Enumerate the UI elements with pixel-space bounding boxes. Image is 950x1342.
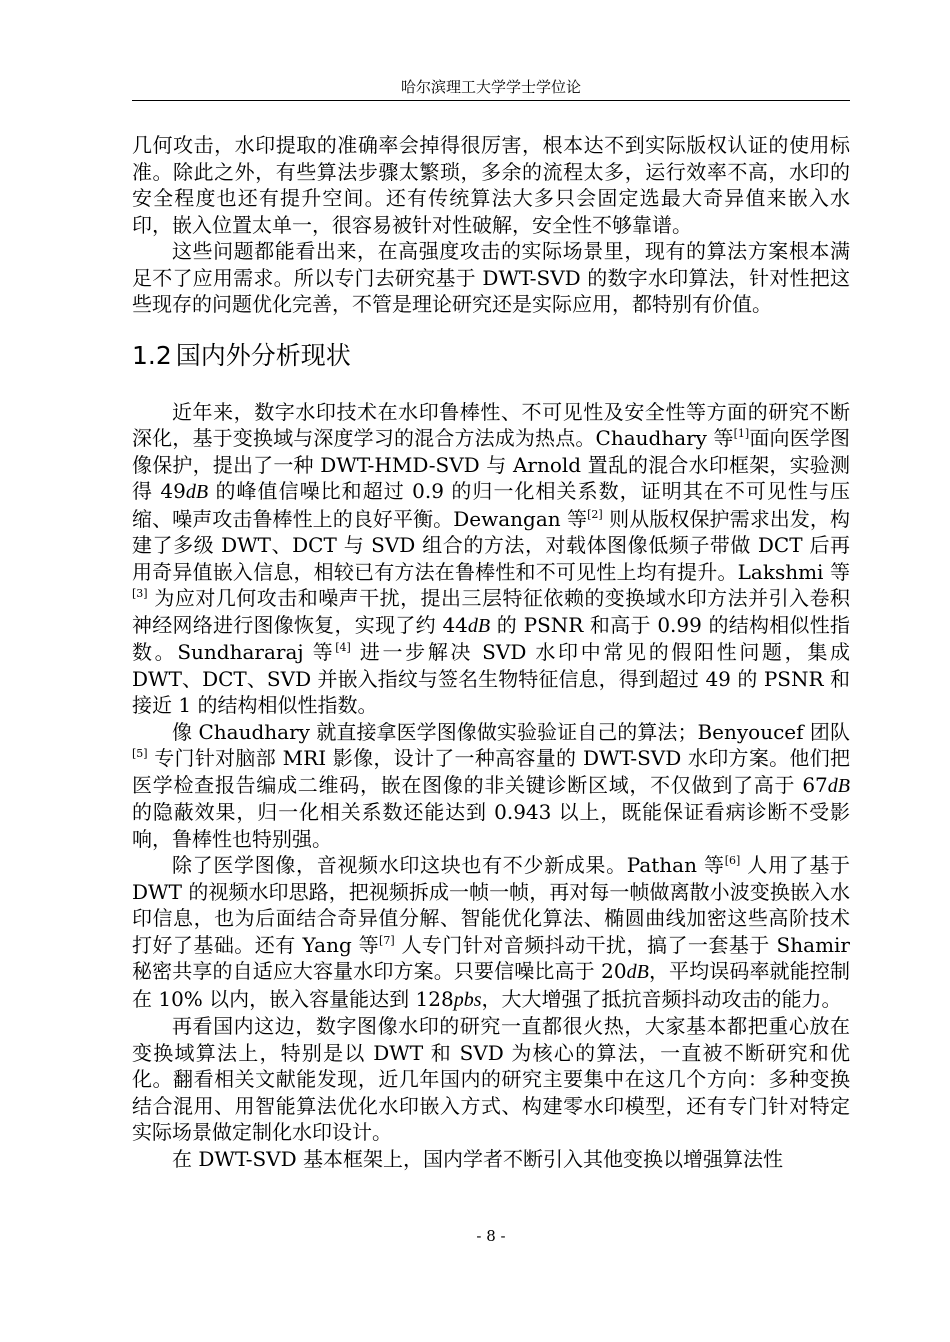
paragraph-2: 这些问题都能看出来，在高强度攻击的实际场景里，现有的算法方案根本满足不了应用需求。所以专门去研究基于 DWT-SVD 的数字水印算法，针对性把这些现存的问题优化完善，不管是理论研究还是实际应用，都特别有价值。 [132, 239, 850, 316]
citation-ref: [1] [733, 427, 750, 440]
paragraph-4 [132, 719, 850, 853]
header-rule [132, 100, 850, 101]
unit: dB [467, 614, 491, 637]
text-run: 除了医学图像，音视频水印这块也有不少新成果。Pathan 等 [172, 853, 725, 877]
running-header: 哈尔滨理工大学学士学位论 [400, 78, 581, 96]
section-title: 国内外分析现状 [175, 340, 351, 370]
paragraph-3 [132, 399, 850, 719]
text-run: 面向医学图像保护，提出了一种 DWT-HMD-SVD 与 Arnold 置乱的混合水印框架，实验测得 49 [132, 426, 850, 503]
text-run: 进一步解决 SVD 水印中常见的假阳性问题，集成 DWT、DCT、SVD 并嵌入指纹与签名生物特征信息，得到超过 49 的 PSNR 和接近 1 的结构相似性指数。 [132, 640, 850, 717]
text-run: 为应对几何攻击和噪声干扰，提出三层特征依赖的变换域水印方法并引入卷积神经网络进行图像恢复，实现了约 44 [132, 586, 850, 637]
text-run: ，平均误码率就能控制在 10% 以内，嵌入容量能达到 128 [132, 959, 850, 1011]
paragraph-7: 在 DWT-SVD 基本框架上，国内学者不断引入其他变换以增强算法性 [172, 1146, 784, 1171]
section-number: 1.2 [132, 340, 172, 370]
citation-ref: [2] [587, 507, 603, 521]
section-heading [132, 340, 850, 372]
page-number: - 8 - [476, 1227, 506, 1245]
citation-ref: [3] [132, 587, 148, 600]
text-run: 人用了基于 DWT 的视频水印思路，把视频拆成一帧一帧，再对每一帧做离散小波变换嵌入水印信息，也为后面结合奇异值分解、智能优化算法、椭圆曲线加密这些高阶技术打好了基础。还有 Yang 等 [132, 853, 850, 957]
text-run: ，大大增强了抵抗音频抖动攻击的能力。 [481, 986, 842, 1011]
text-run: 则从版权保护需求出发，构建了多级 DWT、DCT 与 SVD 组合的方法，对载体图像低频子带做 DCT 后再用奇异值嵌入信息，相较已有方法在鲁棒性和不可见性上均有提升。Lakshmi 等 [132, 506, 851, 584]
unit: dB [626, 961, 649, 983]
paragraph-1: 几何攻击，水印提取的准确率会掉得很厉害，根本达不到实际版权认证的使用标准。除此之外，有些算法步骤太繁琐，多余的流程太多，运行效率不高，水印的安全程度也还有提升空间。还有传统算法大多只会固定选最大奇异值来嵌入水印，嵌入位置太单一，很容易被针对性破解，安全性不够靠谱。 [132, 133, 850, 237]
text-run: 人专门针对音频抖动干扰，搞了一套基于 Shamir 秘密共享的自适应大容量水印方案。只要信噪比高于 20 [132, 932, 850, 983]
citation-ref: [7] [379, 933, 395, 947]
text-run: 的 PSNR 和高于 0.99 的结构相似性指数。Sundhararaj 等 [132, 612, 850, 664]
unit: dB [185, 481, 209, 503]
citation-ref: [4] [335, 641, 351, 654]
text-run: 的峰值信噪比和超过 0.9 的归一化相关系数，证明其在不可见性与压缩、噪声攻击鲁棒性上的良好平衡。Dewangan 等 [132, 479, 850, 531]
unit: pbs [453, 988, 482, 1011]
citation-ref: [6] [724, 854, 741, 867]
citation-ref: [5] [132, 747, 148, 760]
document-body [132, 132, 850, 1172]
paragraph-6: 再看国内这边，数字图像水印的研究一直都很火热，大家基本都把重心放在变换域算法上，特别是以 DWT 和 SVD 为核心的算法，一直被不断研究和优化。翻看相关文献能发现，近几年国内的研究主要集中在这几个方向：多种变换结合混用、用智能算法优化水印嵌入方式、构建零水印模型，还有专门针对特定实际场景做定制化水印设计。 [132, 1014, 850, 1144]
text-run: 专门针对脑部 MRI 影像，设计了一种高容量的 DWT-SVD 水印方案。他们把医学检查报告编成二维码，嵌在图像的非关键诊断区域，不仅做到了高于 67 [132, 746, 850, 797]
unit: dB [827, 774, 850, 797]
text-run: 近年来，数字水印技术在水印鲁棒性、不可见性及安全性等方面的研究不断深化，基于变换域与深度学习的混合方法成为热点。Chaudhary 等 [132, 399, 850, 450]
text-run: 像 Chaudhary 就直接拿医学图像做实验验证自己的算法；Benyoucef 团队 [172, 719, 850, 744]
paragraph-5 [132, 852, 850, 1013]
text-run: 的隐蔽效果，归一化相关系数还能达到 0.943 以上，既能保证看病诊断不受影响，鲁棒性也特别强。 [132, 800, 850, 851]
